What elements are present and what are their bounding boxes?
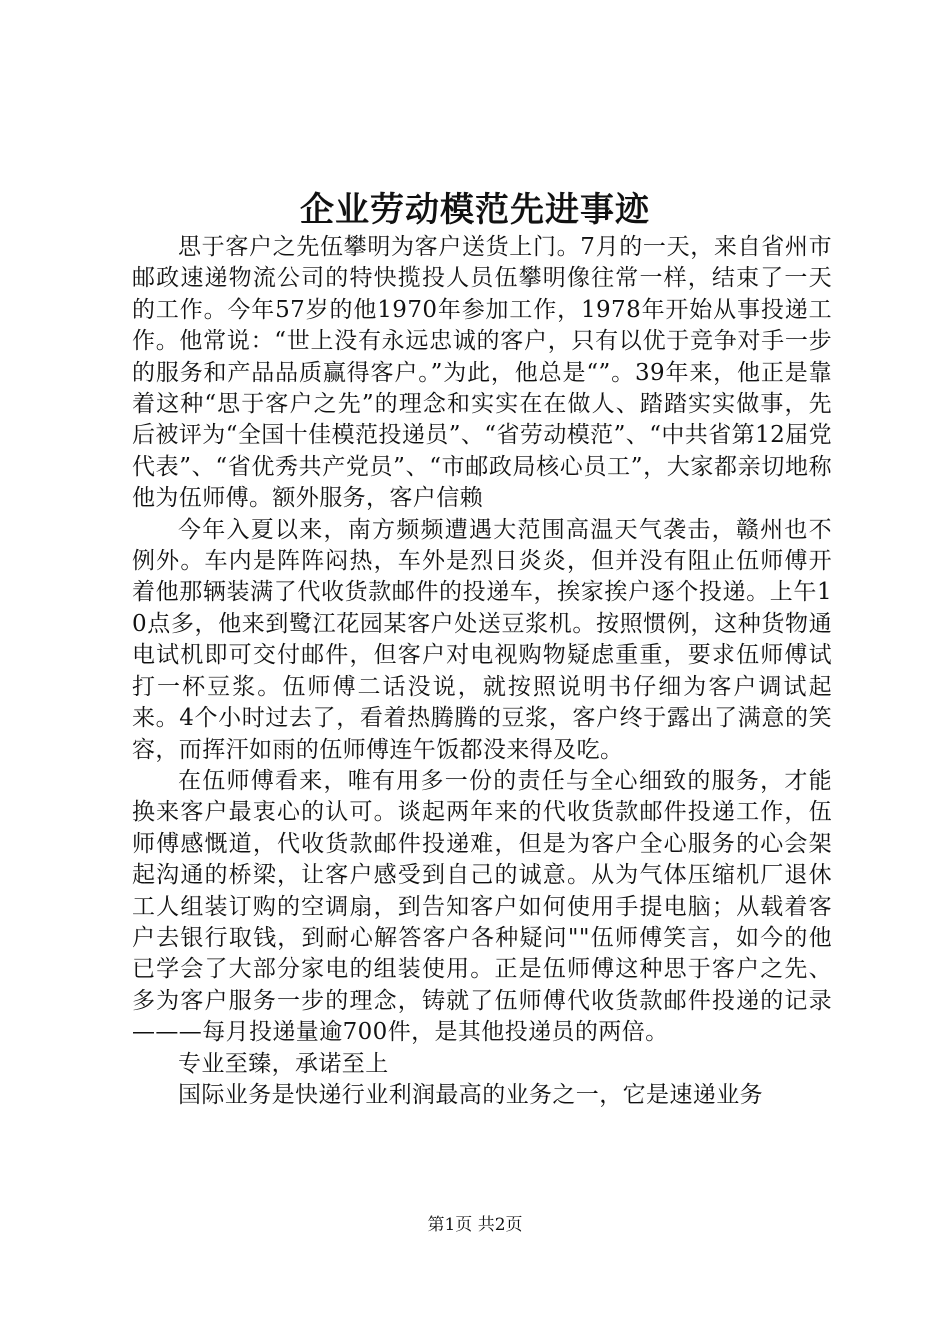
document-title: 企业劳动模范先进事迹: [300, 190, 650, 230]
document-body: [132, 232, 832, 1111]
paragraph-4: 国际业务是快递行业利润最高的业务之一，它是速递业务: [178, 1081, 763, 1108]
paragraph-2: 今年入夏以来，南方频频遭遇大范围高温天气袭击，赣州也不例外。车内是阵阵闷热，车外是烈日炎炎，但并没有阻止伍师傅开着他那辆装满了代收货款邮件的投递车，挨家挨户逐个投递。上午10点多，他来到鹭江花园某客户处送豆浆机。按照惯例，这种货物通电试机即可交付邮件，但客户对电视购物疑虑重重，要求伍师傅试打一杯豆浆。伍师傅二话没说，就按照说明书仔细为客户调试起来。4个小时过去了，看着热腾腾的豆浆，客户终于露出了满意的笑容，而挥汗如雨的伍师傅连午饭都没来得及吃。: [132, 516, 832, 763]
paragraph-1: 思于客户之先伍攀明为客户送货上门。7月的一天，来自省州市邮政速递物流公司的特快揽投人员伍攀明像往常一样，结束了一天的工作。今年57岁的他1970年参加工作，1978年开始从事投递工作。他常说：“世上没有永远忠诚的客户，只有以优于竞争对手一步的服务和产品品质赢得客户。”为此，他总是“”。39年来，他正是靠着这种“思于客户之先”的理念和实实在在做人、踏踏实实做事，先后被评为“全国十佳模范投递员”、“省劳动模范”、“中共省第12届党代表”、“省优秀共产党员”、“市邮政局核心员工”，大家都亲切地称他为伍师傅。额外服务，客户信赖: [132, 234, 832, 512]
paragraph-3: 在伍师傅看来，唯有用多一份的责任与全心细致的服务，才能换来客户最衷心的认可。谈起两年来的代收货款邮件投递工作，伍师傅感慨道，代收货款邮件投递难，但是为客户全心服务的心会架起沟通的桥梁，让客户感受到自己的诚意。从为气体压缩机厂退休工人组装订购的空调扇，到告知客户如何使用手提电脑；从载着客户去银行取钱，到耐心解答客户各种疑问""伍师傅笑言，如今的他已学会了大部分家电的组装使用。正是伍师傅这种思于客户之先、多为客户服务一步的理念，铸就了伍师傅代收货款邮件投递的记录———每月投递量逾700件，是其他投递员的两倍。: [132, 767, 832, 1046]
section-heading: 专业至臻，承诺至上: [178, 1050, 389, 1077]
page-number-footer: 第1页 共2页: [427, 1215, 523, 1235]
